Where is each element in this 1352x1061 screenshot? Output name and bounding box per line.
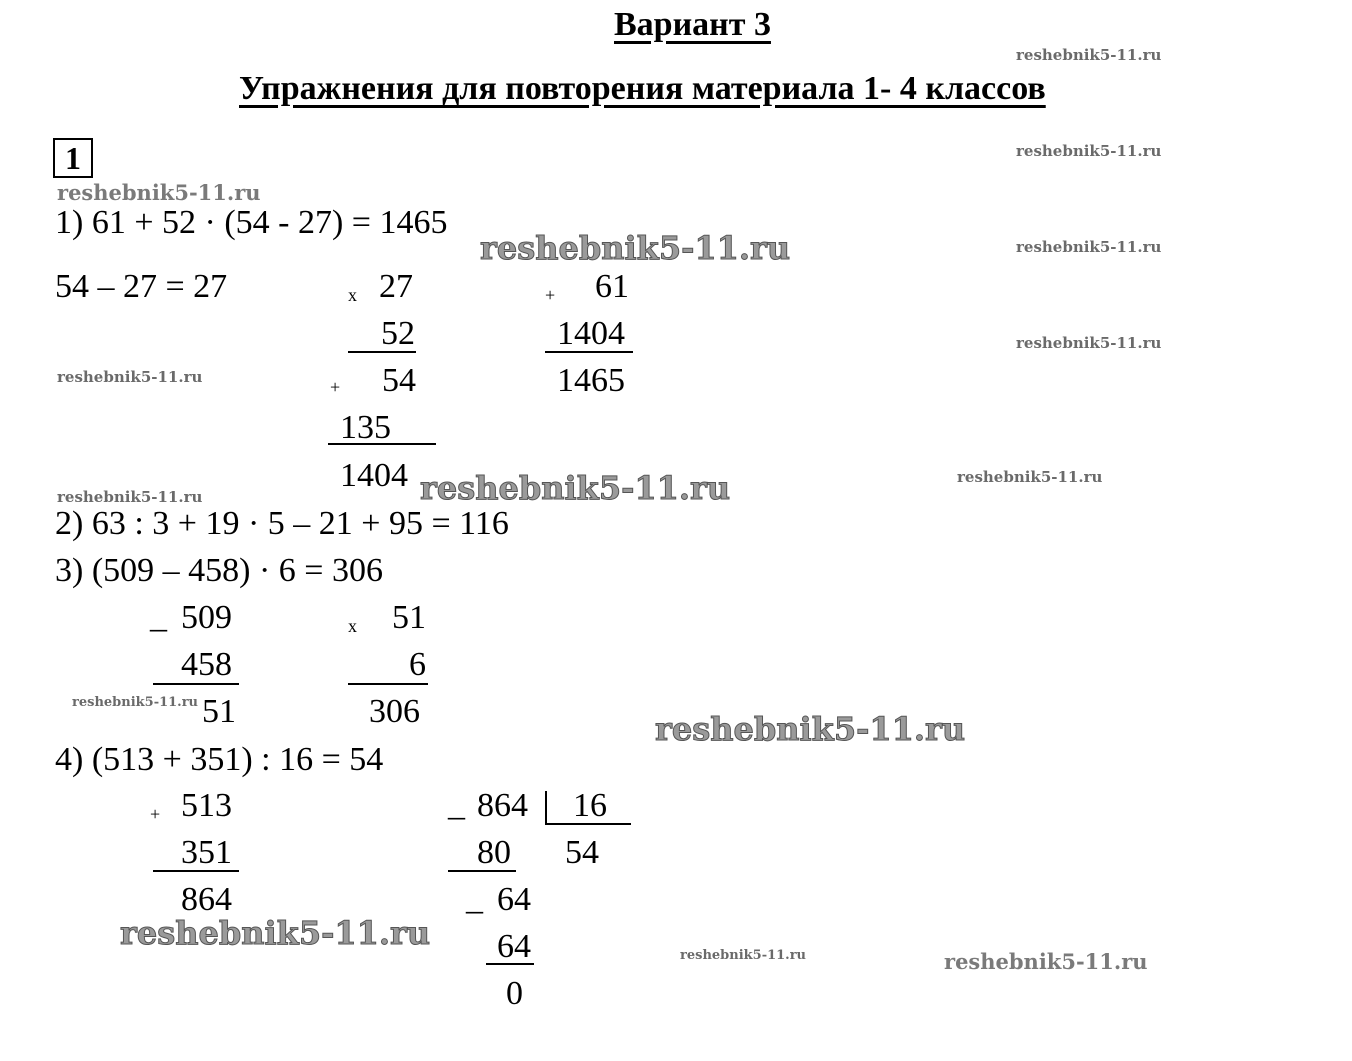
add-operand-b-4: 351 (181, 834, 232, 871)
watermark: reshebnik5-11.ru (1016, 238, 1162, 256)
div-step-1: 80 (477, 834, 511, 871)
rem-sign: _ (466, 880, 483, 917)
watermark: reshebnik5-11.ru (957, 468, 1103, 486)
page-title: Вариант 3 (614, 6, 771, 43)
div-step-2-underline (486, 963, 534, 965)
watermark: reshebnik5-11.ru (655, 710, 966, 748)
problem-2-expression: 2) 63 : 3 + 19 · 5 – 21 + 95 = 116 (55, 505, 509, 542)
watermark: reshebnik5-11.ru (944, 949, 1148, 974)
div-step-1-underline (448, 870, 516, 872)
watermark: reshebnik5-11.ru (1016, 142, 1162, 160)
watermark: reshebnik5-11.ru (57, 488, 203, 506)
sub-result: 51 (202, 693, 236, 730)
sub-operand-a: 509 (181, 599, 232, 636)
watermark: reshebnik5-11.ru (1016, 46, 1162, 64)
div-remainder-1: 64 (497, 881, 531, 918)
partial-product-2: 135 (340, 409, 391, 446)
div-step-2: 64 (497, 928, 531, 965)
mult-result: 1404 (340, 457, 408, 494)
quotient: 54 (565, 834, 599, 871)
add-operand-a: 61 (595, 268, 629, 305)
add-underline-4 (153, 870, 239, 872)
watermark: reshebnik5-11.ru (120, 914, 431, 952)
problem-4-expression: 4) (513 + 351) : 16 = 54 (55, 741, 384, 778)
watermark: reshebnik5-11.ru (57, 368, 203, 386)
add-sign-4: + (150, 804, 161, 824)
add-result-4: 864 (181, 881, 232, 918)
partial-underline (328, 443, 436, 445)
problem-3-expression: 3) (509 – 458) · 6 = 306 (55, 552, 383, 589)
mult-operand-a-3: 51 (392, 599, 426, 636)
add-result: 1465 (557, 362, 625, 399)
mult-operand-a: 27 (379, 268, 413, 305)
watermark: reshebnik5-11.ru (480, 229, 791, 267)
mult-operand-b-3: 6 (409, 646, 426, 683)
div-final-remainder: 0 (506, 975, 523, 1012)
mult-sign-3: x (348, 616, 357, 636)
add-operand-b: 1404 (557, 315, 625, 352)
watermark: reshebnik5-11.ru (72, 695, 199, 710)
watermark: reshebnik5-11.ru (680, 948, 807, 963)
mult-sign: x (348, 285, 357, 305)
problem-1-expression: 1) 61 + 52 · (54 - 27) = 1465 (55, 204, 448, 241)
divisor: 16 (573, 787, 607, 824)
add-sign: + (545, 285, 556, 305)
mult-operand-b: 52 (381, 315, 415, 352)
sub-sign: _ (150, 598, 167, 635)
partial-sum-sign: + (330, 377, 341, 397)
division-bar (545, 791, 547, 825)
page-subtitle: Упражнения для повторения материала 1- 4 классов (239, 70, 1046, 107)
div-sign: _ (448, 786, 465, 823)
sub-operand-b: 458 (181, 646, 232, 683)
dividend: 864 (477, 787, 528, 824)
mult-result-3: 306 (369, 693, 420, 730)
divisor-underline (545, 823, 631, 825)
partial-product-1: 54 (382, 362, 416, 399)
watermark: reshebnik5-11.ru (1016, 334, 1162, 352)
sub-underline (153, 683, 239, 685)
watermark: reshebnik5-11.ru (420, 469, 731, 507)
watermark: reshebnik5-11.ru (57, 180, 261, 205)
mult-underline (348, 351, 416, 353)
problem-1-step-1: 54 – 27 = 27 (55, 268, 228, 305)
task-number-box: 1 (53, 138, 93, 178)
mult-underline-3 (348, 683, 428, 685)
add-operand-a-4: 513 (181, 787, 232, 824)
add-underline (545, 351, 633, 353)
